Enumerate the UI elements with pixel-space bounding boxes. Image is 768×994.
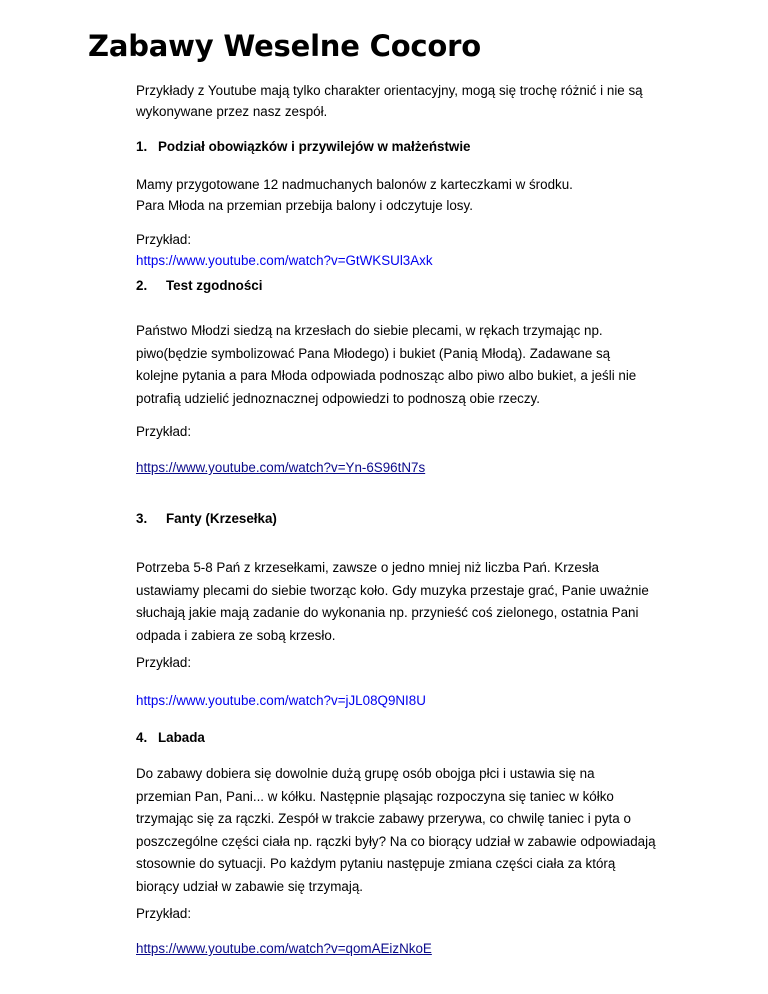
section-3-line: Potrzeba 5-8 Pań z krzesełkami, zawsze o jedno mniej niż liczba Pań. Krzesła [136,560,599,575]
section-1-example [136,229,696,271]
section-2-title: Test zgodności [166,278,263,293]
section-4-line: poszczególne części ciała np. rączki były? Na co biorący udział w zabawie odpowiadają [136,833,656,849]
section-4-example-label-wrap [136,903,696,924]
section-4-line: biorący udział w zabawie się trzymają. [136,878,363,894]
section-4-description [136,763,696,898]
section-3-line: słuchają jakie mają zadanie do wykonania np. przynieść coś zielonego, ostatnia Pani [136,605,639,620]
section-2-line: kolejne pytania a para Młoda odpowiada podnosząc albo piwo albo bukiet, a jeśli nie [136,368,637,383]
section-4-line: przemian Pan, Pani... w kółku. Następnie pląsając rozpoczyna się taniec w kółko [136,788,614,804]
section-2-youtube-link[interactable]: https://www.youtube.com/watch?v=Yn-6S96tN7s [136,460,426,475]
section-4-line: trzymając się za rączki. Zespół w trakcie zabawy przerywa, co chwilę taniec i pyta o [136,811,631,826]
section-4-line: Do zabawy dobiera się dowolnie dużą grupę osób obojga płci i ustawia się na [136,766,595,781]
section-2-description [136,320,696,410]
section-3-line: odpada i zabiera ze sobą krzesło. [136,627,336,643]
section-4-link-wrap [136,938,696,959]
intro-paragraph [136,80,696,122]
section-2-example-label: Przykład: [136,424,192,439]
section-2-number: 2. [136,278,148,293]
section-1-title: Podział obowiązków i przywilejów w małżeństwie [158,139,471,154]
section-1-number: 1. [136,139,148,154]
section-3-description [136,557,696,647]
section-1-youtube-link[interactable]: https://www.youtube.com/watch?v=GtWKSUl3Axk [136,253,433,268]
section-4-heading [136,727,696,748]
section-3-title: Fanty (Krzesełka) [166,511,277,526]
section-4-number: 4. [136,730,148,745]
section-1-example-label: Przykład: [136,232,192,247]
intro-line: wykonywane przez nasz zespół. [136,104,328,119]
section-1-line: Para Młoda na przemian przebija balony i odczytuje losy. [136,198,473,213]
section-2-example-label-wrap [136,421,696,442]
section-4-youtube-link[interactable]: https://www.youtube.com/watch?v=qomAEizNkoE [136,941,432,956]
section-1-description [136,174,696,216]
section-3-example-label-wrap [136,652,696,673]
section-1-heading [136,136,696,157]
section-3-youtube-link[interactable]: https://www.youtube.com/watch?v=jJL08Q9NI8U [136,693,426,708]
section-2-line: Państwo Młodzi siedzą na krzesłach do siebie plecami, w rękach trzymając np. [136,323,603,338]
section-4-example-label: Przykład: [136,906,192,921]
intro-line: Przykłady z Youtube mają tylko charakter orientacyjny, mogą się trochę różnić i nie są [136,83,643,98]
section-4-line: stosownie do sytuacji. Po każdym pytaniu następuje zmiana części ciała za którą [136,856,616,871]
section-3-heading [136,508,696,529]
section-2-line: potrafią udzielić jednoznacznej odpowiedzi to podnoszą obie rzeczy. [136,390,540,406]
section-2-line: piwo(będzie symbolizować Pana Młodego) i bukiet (Panią Młodą). Zadawane są [136,345,611,361]
section-3-line: ustawiamy plecami do siebie tworząc koło. Gdy muzyka przestaje grać, Panie uważnie [136,582,649,598]
section-4-title: Labada [158,730,205,745]
section-2-link-wrap [136,457,696,478]
page-title: Zabawy Weselne Cocoro [88,29,481,63]
section-3-link-wrap [136,690,696,711]
section-3-number: 3. [136,511,148,526]
section-3-example-label: Przykład: [136,655,192,670]
section-1-line: Mamy przygotowane 12 nadmuchanych balonów z karteczkami w środku. [136,177,573,192]
section-2-heading [136,275,696,296]
